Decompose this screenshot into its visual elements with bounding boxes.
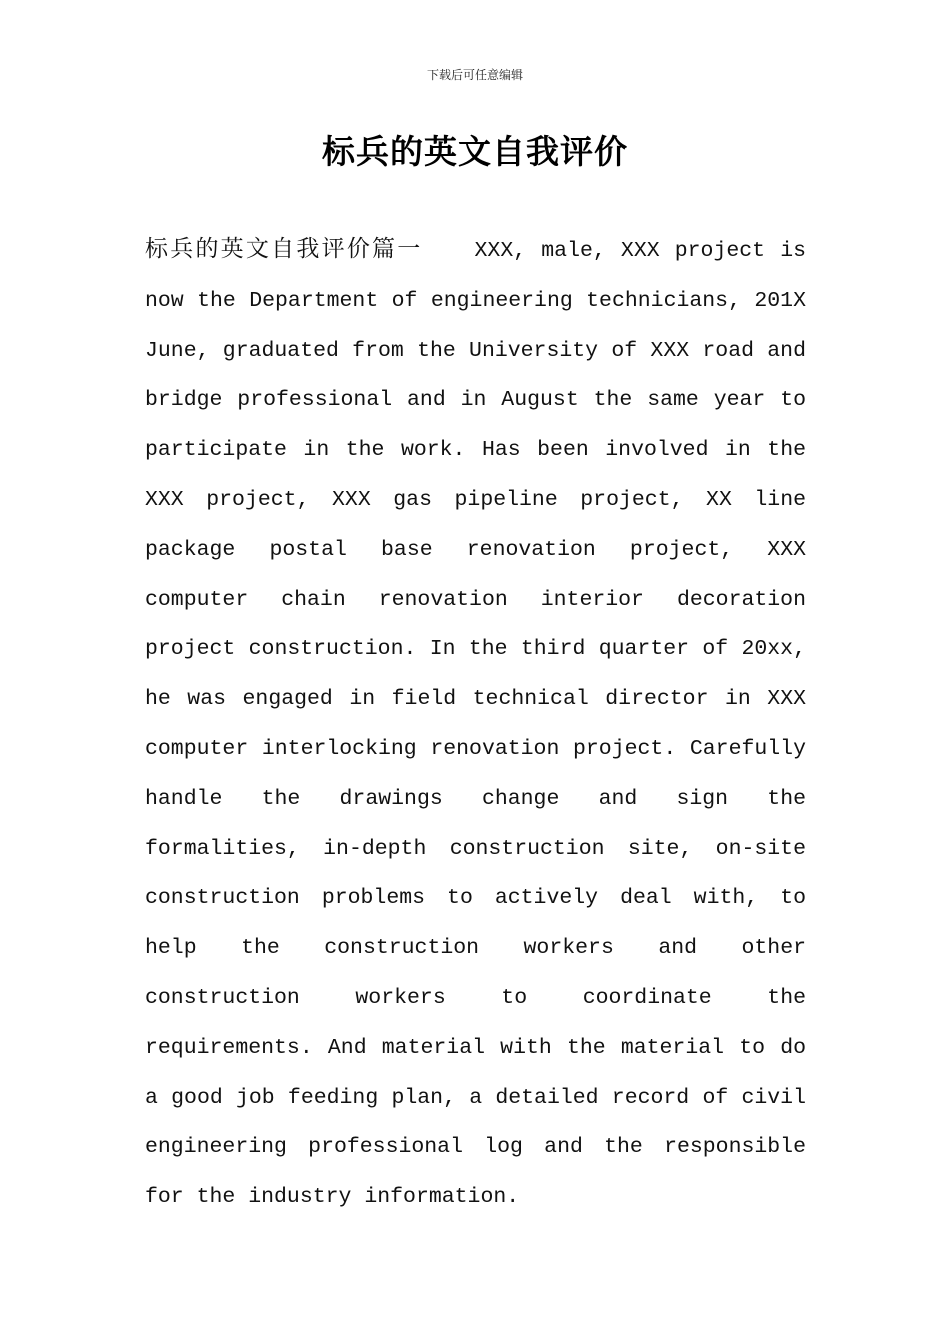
document-title: 标兵的英文自我评价 [322, 132, 628, 171]
header-note: 下载后可任意编辑 [426, 68, 523, 82]
section-heading: 标兵的英文自我评价篇一 [145, 236, 423, 262]
body-paragraph [145, 225, 806, 1223]
body-text: XXX, male, XXX project is now the Department of engineering technicians, 201X June, graduated from the University of XXX road and bridge professional and in August the same year to participate in the work. Has been involved in the XXX project, XXX gas pipeline project, XX line package postal base renovation project, XXX computer chain renovation interior decoration project construction. In the third quarter of 20xx, he was engaged in field technical director in XXX computer interlocking renovation project. Carefully handle the drawings change and sign the formalities, in-depth construction site, on-site construction problems to actively deal with, to help the construction workers and other construction workers to coordinate the requirements. And material with the material to do a good job feeding plan, a detailed record of civil engineering professional log and the responsible for the industry information. [145, 239, 807, 1210]
